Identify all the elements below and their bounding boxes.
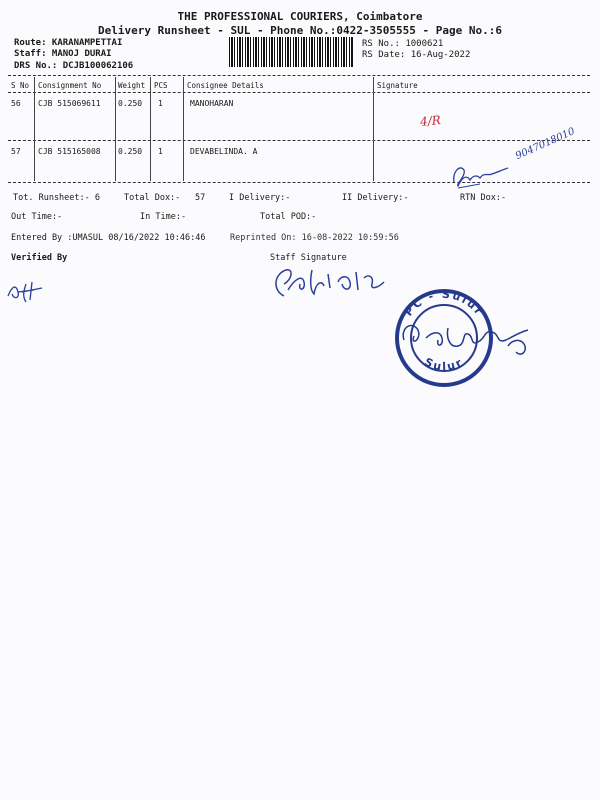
table-row-rule [8, 140, 590, 141]
table-row-consignment: CJB 515069611 [38, 99, 101, 108]
col-header-consignment: Consignment No [38, 81, 102, 90]
col-header-signature: Signature [377, 81, 418, 90]
col-divider [34, 77, 35, 181]
table-row-pcs: 1 [158, 99, 163, 108]
total-dox-value: 57 [195, 193, 206, 203]
in-time: In Time:- [140, 212, 187, 222]
table-row-sno: 56 [11, 99, 21, 108]
col-divider [183, 77, 184, 181]
staff-signature-label: Staff Signature [270, 253, 347, 263]
col-header-weight: Weight [118, 81, 146, 90]
table-row-sno: 57 [11, 147, 21, 156]
col-header-consignee: Consignee Details [187, 81, 264, 90]
ii-delivery: II Delivery:- [342, 193, 409, 203]
verified-by: Verified By [11, 253, 68, 263]
table-row-weight: 0.250 [118, 99, 143, 108]
stamp-top-text: PC - Sulur [401, 287, 487, 319]
rs-date: RS Date: 16-Aug-2022 [362, 50, 471, 60]
staff-label: Staff: MANOJ DURAI [14, 49, 112, 59]
table-row-weight: 0.250 [118, 147, 143, 156]
col-header-sno: S No [11, 81, 30, 90]
table-row-consignee: MANOHARAN [190, 99, 234, 108]
receiver-signature [448, 158, 520, 194]
verifier-initials [4, 278, 54, 306]
table-row-consignee: DEVABELINDA. A [190, 147, 258, 156]
total-pod: Total POD:- [260, 212, 317, 222]
handwritten-note: 4/R [419, 112, 442, 130]
route-label: Route: KARANAMPETTAI [14, 38, 123, 48]
table-header-rule [8, 92, 590, 93]
staff-signature-image [268, 260, 398, 304]
company-title: THE PROFESSIONAL COURIERS, Coimbatore [177, 10, 423, 23]
table-row-pcs: 1 [158, 147, 163, 156]
col-header-pcs: PCS [154, 81, 168, 90]
runsheet-subtitle: Delivery Runsheet - SUL - Phone No.:0422-3505555 - Page No.:6 [98, 24, 502, 37]
barcode-image [229, 37, 354, 67]
drs-number: DRS No.: DCJB100062106 [14, 61, 134, 71]
rtn-dox: RTN Dox:- [460, 193, 507, 203]
handwritten-phone: 9047018010 [514, 126, 577, 163]
tot-runsheet: Tot. Runsheet:- 6 [13, 193, 100, 203]
out-time: Out Time:- [11, 212, 63, 222]
table-row-consignment: CJB 515165008 [38, 147, 101, 156]
entered-by: Entered By :UMASUL 08/16/2022 10:46:46 [11, 233, 206, 243]
reprinted-on: Reprinted On: 16-08-2022 10:59:56 [230, 233, 399, 243]
table-top-rule [8, 75, 590, 76]
col-divider [373, 77, 374, 181]
total-dox-label: Total Dox:- [124, 193, 181, 203]
i-delivery: I Delivery:- [229, 193, 291, 203]
rs-number: RS No.: 1000621 [362, 39, 444, 49]
col-divider [115, 77, 116, 181]
stamp-bottom-text: Sulur [422, 355, 466, 374]
stamp-signature [396, 310, 546, 364]
col-divider [150, 77, 151, 181]
